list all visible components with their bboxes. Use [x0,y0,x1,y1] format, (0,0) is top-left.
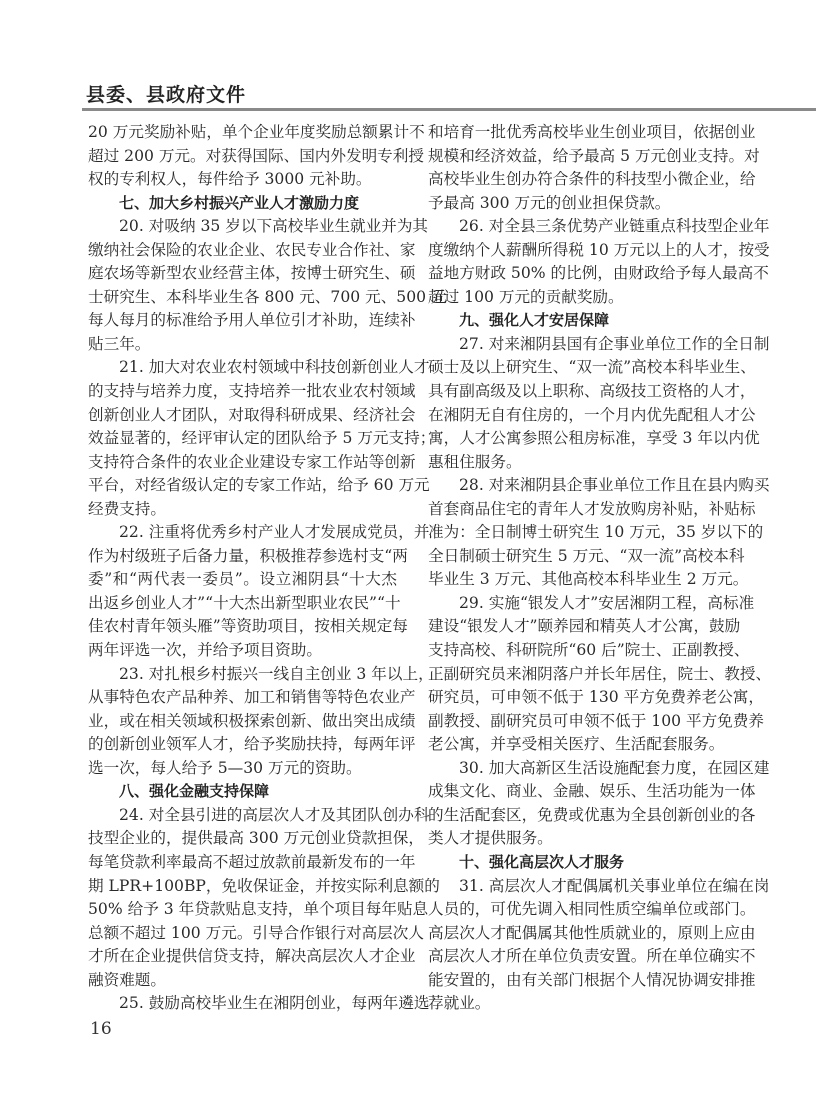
paragraph [428,592,772,757]
running-header-title: 县委、县政府文件 [86,84,247,106]
text-line: 业，或在相关领域积极探索创新、做出突出成绩 [88,711,416,730]
text-line: 30. 加大高新区生活设施配套力度，在园区建 [459,758,770,777]
paragraph [88,215,447,356]
text-line: 两年评选一次，并给予项目资助。 [88,641,322,660]
text-line: 25. 鼓励高校毕业生在湘阴创业，每两年遴选 [119,994,430,1013]
text-line: 创新创业人才团队，对取得科研成果、经济社会 [88,405,416,424]
text-line: 具有副高级及以上职称、高级技工资格的人才， [428,382,756,401]
text-line: 50% 给予 3 年贷款贴息支持，单个项目每年贴息 [88,900,429,919]
paragraph [88,121,425,192]
text-line: 23. 对扎根乡村振兴一线自主创业 3 年以上， [119,664,434,683]
text-line: 缴纳社会保险的农业企业、农民专业合作社、家 [88,240,416,259]
heading-text: 七、加大乡村振兴产业人才激励力度 [119,193,360,212]
paragraph [428,757,770,851]
paragraph [428,121,760,215]
text-line: 能安置的，由有关部门根据个人情况协调安排推 [428,970,756,989]
text-line: 和培育一批优秀高校毕业生创业项目，依据创业 [428,123,756,141]
section-heading [88,780,397,804]
text-line: 21. 加大对农业农村领域中科技创新创业人才 [119,358,430,377]
heading-text: 八、强化金融支持保障 [119,782,270,801]
text-line: 26. 对全县三条优势产业链重点科技型企业年 [459,217,770,236]
text-line: 融资难题。 [88,970,166,989]
text-line: 寓，人才公寓参照公租房标准，享受 3 年以内优 [428,429,760,448]
paragraph [88,663,434,781]
text-line: 超过 200 万元。对获得国际、国内外发明专利授 [88,146,424,165]
text-line: 每笔贷款利率最高不超过放款前最新发布的一年 [88,852,416,871]
paragraph [88,804,440,992]
text-line: 高层次人才所在单位负责安置。所在单位确实不 [428,947,756,966]
text-line: 选一次，每人给予 5—30 万元的资助。 [88,758,362,777]
text-line: 总额不超过 100 万元。引导合作银行对高层次人 [88,923,424,942]
text-line: 22. 注重将优秀乡村产业人才发展成党员，并 [119,523,430,542]
text-line: 在湘阴无自有住房的，一个月内优先配租人才公 [428,405,756,424]
text-line: 28. 对来湘阴县企事业单位工作且在县内购买 [459,476,770,495]
text-line: 20. 对吸纳 35 岁以下高校毕业生就业并为其 [119,217,429,236]
text-line: 惠租住服务。 [428,452,522,471]
text-line: 才所在企业提供信贷支持，解决高层次人才企业 [88,947,416,966]
text-line: 首套商品住宅的青年人才发放购房补贴，补贴标 [428,499,756,518]
text-line: 予最高 300 万元的创业担保贷款。 [428,193,671,212]
text-line: 20 万元奖励补贴，单个企业年度奖励总额累计不 [88,123,425,141]
text-line: 的生活配套区，免费或优惠为全县创新创业的各 [428,805,756,824]
paragraph [88,521,430,662]
text-line: 31. 高层次人才配偶属机关事业单位在编在岗 [459,876,770,895]
text-line: 效益显著的，经评审认定的团队给予 5 万元支持； [88,429,436,448]
text-line: 人员的，可优先调入相同性质空编单位或部门。 [428,900,756,919]
left-column [88,121,447,1016]
text-line: 士研究生、本科毕业生各 800 元、700 元、500 元 [88,287,447,306]
text-line: 准为：全日制博士研究生 10 万元，35 岁以下的 [428,523,764,542]
text-line: 经费支持。 [88,499,166,518]
text-line: 建设“银发人才”颐养园和精英人才公寓，鼓励 [428,617,741,636]
text-line: 类人才提供服务。 [428,829,553,848]
text-line: 度缴纳个人薪酬所得税 10 万元以上的人才，按受 [428,240,770,259]
header-rule [82,108,816,111]
text-line: 毕业生 3 万元、其他高校本科毕业生 2 万元。 [428,570,749,589]
section-heading [88,192,397,216]
text-line: 正副研究员来湘阴落户并长年居住，院士、教授、 [428,664,772,683]
heading-text: 九、强化人才安居保障 [459,311,610,330]
text-line: 支持符合条件的农业企业建设专家工作站等创新 [88,452,416,471]
text-line: 益地方财政 50% 的比例，由财政给予每人最高不 [428,264,769,283]
text-line: 从事特色农产品种养、加工和销售等特色农业产 [88,688,416,707]
text-line: 出返乡创业人才”“十大杰出新型职业农民”“十 [88,593,401,612]
text-line: 贴三年。 [88,334,151,353]
text-line: 成集文化、商业、金融、娱乐、生活功能为一体 [428,782,756,801]
page-number: 16 [90,1019,112,1039]
text-line: 超过 100 万元的贡献奖励。 [428,287,624,306]
right-column [428,121,772,1016]
text-line: 佳农村青年领头雁”等资助项目，按相关规定每 [88,617,408,636]
text-line: 委”和“两代表一委员”。设立湘阴县“十大杰 [88,570,397,589]
text-line: 权的专利权人，每件给予 3000 元补助。 [88,170,372,189]
paragraph [88,992,430,1016]
text-line: 荐就业。 [428,994,491,1013]
text-line: 的创新创业领军人才，给予奖励扶持，每两年评 [88,735,416,754]
text-line: 副教授、副研究员可申领不低于 100 平方免费养 [428,711,764,730]
text-line: 期 LPR+100BP，免收保证金，并按实际利息额的 [88,876,440,895]
text-line: 高层次人才配偶属其他性质就业的，原则上应由 [428,923,756,942]
text-line: 每人每月的标准给予用人单位引才补助，连续补 [88,311,416,330]
text-line: 技型企业的，提供最高 300 万元创业贷款担保， [88,829,424,848]
text-line: 24. 对全县引进的高层次人才及其团队创办科 [119,805,430,824]
paragraph [428,875,770,1016]
text-line: 29. 实施“银发人才”安居湘阴工程，高标准 [459,593,755,612]
text-line: 研究员，可申领不低于 130 平方免费养老公寓， [428,688,764,707]
section-heading [428,309,737,333]
text-line: 老公寓，并享受相关医疗、生活配套服务。 [428,735,725,754]
section-heading [428,851,737,875]
paragraph [428,333,770,474]
text-line: 规模和经济效益，给予最高 5 万元创业支持。对 [428,146,760,165]
text-line: 作为村级班子后备力量，积极推荐参选村支“两 [88,546,408,565]
heading-text: 十、强化高层次人才服务 [459,852,625,871]
paragraph [428,474,770,592]
text-line: 27. 对来湘阴县国有企事业单位工作的全日制 [459,334,770,353]
text-line: 平台，对经省级认定的专家工作站，给予 60 万元 [88,476,430,495]
text-line: 全日制硕士研究生 5 万元、“双一流”高校本科 [428,546,745,565]
text-line: 高校毕业生创办符合条件的科技型小微企业，给 [428,170,756,189]
text-line: 的支持与培养力度，支持培养一批农业农村领域 [88,382,416,401]
text-line: 庭农场等新型农业经营主体，按博士研究生、硕 [88,264,416,283]
paragraph [88,356,436,521]
paragraph [428,215,770,309]
text-line: 硕士及以上研究生、“双一流”高校本科毕业生、 [428,358,756,377]
text-line: 支持高校、科研院所“60 后”院士、正副教授、 [428,641,750,660]
